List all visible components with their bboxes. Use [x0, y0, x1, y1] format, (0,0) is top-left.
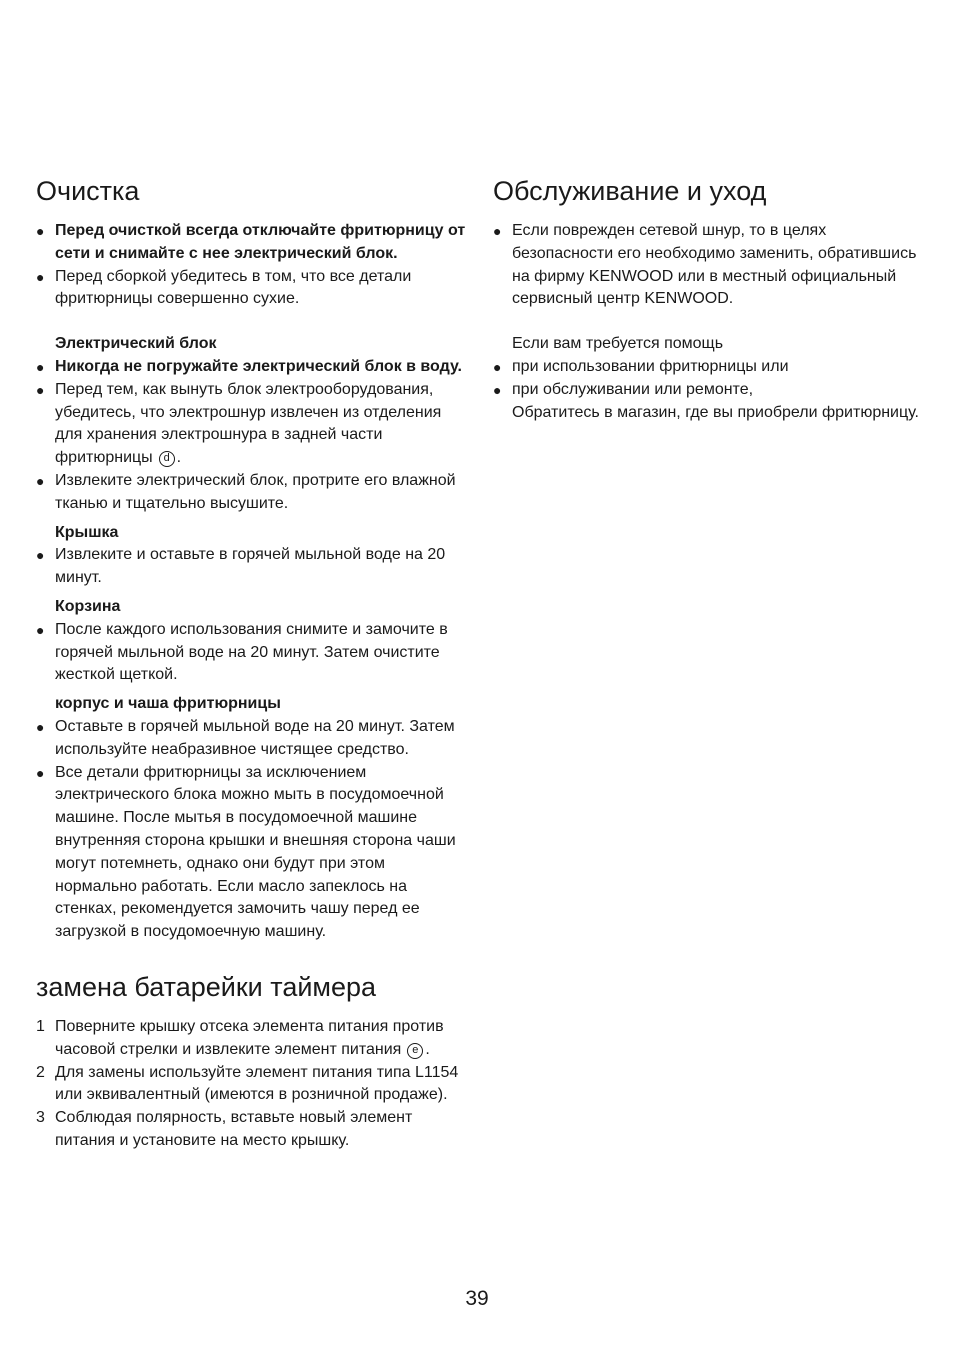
bullet-icon: ●	[36, 223, 45, 239]
bullet-icon: ●	[493, 223, 502, 239]
body-bowl-heading: корпус и чаша фритюрницы	[55, 695, 281, 713]
cleaning-title: Очистка	[36, 176, 140, 206]
step-number: 1	[36, 1017, 45, 1035]
step-number: 2	[36, 1063, 45, 1081]
electric-unit-item-1: ● Никогда не погружайте электрический блок в воду.	[36, 356, 466, 379]
left-column	[36, 174, 466, 1153]
help-item-2: ● при обслуживании или ремонте,	[493, 379, 923, 402]
bullet-icon: ●	[36, 621, 45, 638]
right-column	[493, 174, 923, 424]
bullet-icon: ●	[36, 472, 45, 489]
battery-step-3: 3 Соблюдая полярность, вставьте новый элемент питания и установите на место крышку.	[36, 1109, 413, 1149]
bullet-icon: ●	[36, 268, 45, 285]
bullet-icon: ●	[493, 358, 502, 375]
electric-unit-item-2: ● Перед тем, как вынуть блок электрооборудования, убедитесь, что электрошнур извлечен из отделения для хранения электрошнура в задней части фритюрницы d .	[36, 380, 442, 467]
cleaning-item-2: ● Перед сборкой убедитесь в том, что все детали фритюрницы совершенно сухие.	[36, 267, 412, 308]
battery-step-1: 1 Поверните крышку отсека элемента питания против часовой стрелки и извлеките элемент питания e .	[36, 1017, 444, 1058]
lid-item-1: ● Извлеките и оставьте в горячей мыльной воде на 20 минут.	[36, 546, 446, 587]
bullet-icon: ●	[493, 381, 502, 398]
service-title: Обслуживание и уход	[493, 176, 767, 206]
service-item-1: ● Если поврежден сетевой шнур, то в целях безопасности его необходимо заменить, обратившись на фирму KENWOOD или в местный официальный сервисный центр KENWOOD.	[493, 222, 917, 308]
bullet-icon: ●	[36, 381, 45, 398]
body-bowl-item-1: ● Оставьте в горячей мыльной воде на 20 минут. Затем используйте неабразивное чистящее средство.	[36, 717, 455, 758]
figure-ref-d: d	[159, 451, 175, 467]
help-item-1: ● при использовании фритюрницы или	[493, 356, 923, 379]
step-number: 3	[36, 1109, 45, 1127]
electric-unit-heading: Электрический блок	[55, 335, 217, 353]
battery-title: замена батарейки таймера	[36, 971, 377, 1002]
page-number: 39	[465, 1287, 489, 1310]
bullet-icon: ●	[36, 718, 45, 735]
cleaning-item-1: ● Перед очисткой всегда отключайте фритюрницу от сети и снимайте с нее электрический блок.	[36, 222, 466, 262]
help-outro: Обратитесь в магазин, где вы приобрели фритюрницу.	[512, 403, 919, 421]
electric-unit-item-3: ● Извлеките электрический блок, протрите его влажной тканью и тщательно высушите.	[36, 471, 456, 512]
body-bowl-item-2: ● Все детали фритюрницы за исключением электрического блока можно мыть в посудомоечной машине. После мытья в посудомоечной машине внутренняя сторона крышки и внешняя сторона чаши могут потемнеть, однако они будут при этом нормально работать. Если масло запеклось на стенках, рекомендуется замочить чашу перед ее загрузкой в посудомоечную машину.	[36, 763, 456, 941]
bullet-icon: ●	[36, 358, 45, 375]
battery-step-2: 2 Для замены используйте элемент питания типа L1154 или эквивалентный (имеются в розничной продаже).	[36, 1063, 459, 1104]
basket-item-1: ● После каждого использования снимите и замочите в горячей мыльной воде на 20 минут. Затем очистите жесткой щеткой.	[36, 620, 448, 684]
bullet-icon: ●	[36, 764, 45, 781]
figure-ref-e: e	[407, 1043, 423, 1059]
lid-heading: Крышка	[55, 523, 119, 541]
help-intro: Если вам требуется помощь	[512, 335, 724, 353]
bullet-icon: ●	[36, 547, 45, 564]
basket-heading: Корзина	[55, 597, 121, 615]
